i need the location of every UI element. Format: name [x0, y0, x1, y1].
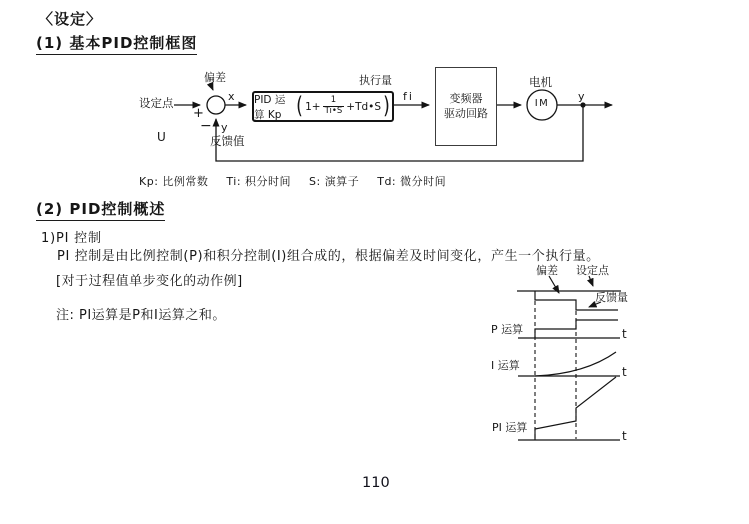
formula-fraction	[323, 96, 345, 117]
formula-close-paren: )	[383, 93, 390, 119]
wf-p-t-label: t	[622, 327, 627, 341]
legend-s: S: 演算子	[309, 175, 360, 188]
actuation-amount-label: 执行量	[359, 74, 392, 87]
legend-td: Td: 微分时间	[377, 175, 447, 188]
pid-formula-prefix: PID 运算 Kp	[254, 93, 286, 121]
x-label: x	[228, 90, 235, 103]
fi-label: fi	[403, 90, 414, 103]
pi-body-text: PI 控制是由比例控制(P)和积分控制(I)组合成的，根据偏差及时间变化，产生一个执行量。	[57, 249, 600, 264]
wf-pi-label: PI 运算	[492, 421, 528, 434]
minus-sign: −	[200, 118, 212, 134]
formula-term1: 1+	[305, 100, 321, 113]
inverter-label-line2: 驱动回路	[444, 106, 488, 120]
feedback-value-label: 反馈值	[210, 134, 245, 148]
y-feedback-label: y	[221, 121, 228, 134]
formula-term2: +Td•S	[346, 100, 382, 113]
fraction-denominator: Ti•S	[324, 106, 343, 116]
pi-item-heading: 1)PI 控制	[41, 231, 102, 246]
symbol-legend	[139, 175, 446, 188]
fraction-numerator: 1	[330, 95, 337, 106]
summing-junction-circle	[207, 96, 225, 114]
wf-deviation-label: 偏差	[536, 264, 558, 277]
wf-p-label: P 运算	[491, 323, 524, 336]
inverter-drive-block	[435, 67, 497, 146]
inverter-label-line1: 变频器	[449, 92, 483, 106]
motor-label: 电机	[529, 75, 552, 89]
page-title: 〈设定〉	[38, 10, 103, 28]
legend-ti: Ti: 积分时间	[226, 175, 292, 188]
plus-sign: +	[193, 106, 204, 121]
pid-operation-block	[252, 91, 394, 122]
pi-bracket-note: [对于过程值单步变化的动作例]	[56, 274, 243, 289]
section1-heading: (1) 基本PID控制框图	[36, 34, 197, 55]
wf-setpoint-label: 设定点	[576, 264, 609, 277]
legend-kp: Kp: 比例常数	[139, 175, 209, 188]
pi-note: 注: PI运算是P和I运算之和。	[56, 308, 226, 323]
formula-open-paren: (	[296, 93, 303, 119]
deviation-label: 偏差	[204, 71, 226, 84]
setpoint-label-arrow	[589, 276, 593, 286]
setpoint-label: 设定点	[139, 96, 174, 110]
u-label: U	[157, 130, 166, 144]
page-number: 110	[362, 475, 390, 491]
wf-pi-t-label: t	[622, 429, 627, 443]
wf-i-t-label: t	[622, 365, 627, 379]
wf-feedback-label: 反馈量	[595, 291, 628, 304]
motor-im-text: IM	[534, 98, 550, 109]
section2-heading: (2) PID控制概述	[36, 200, 165, 221]
wf-i-label: I 运算	[491, 359, 520, 372]
output-y-label: y	[578, 90, 585, 103]
